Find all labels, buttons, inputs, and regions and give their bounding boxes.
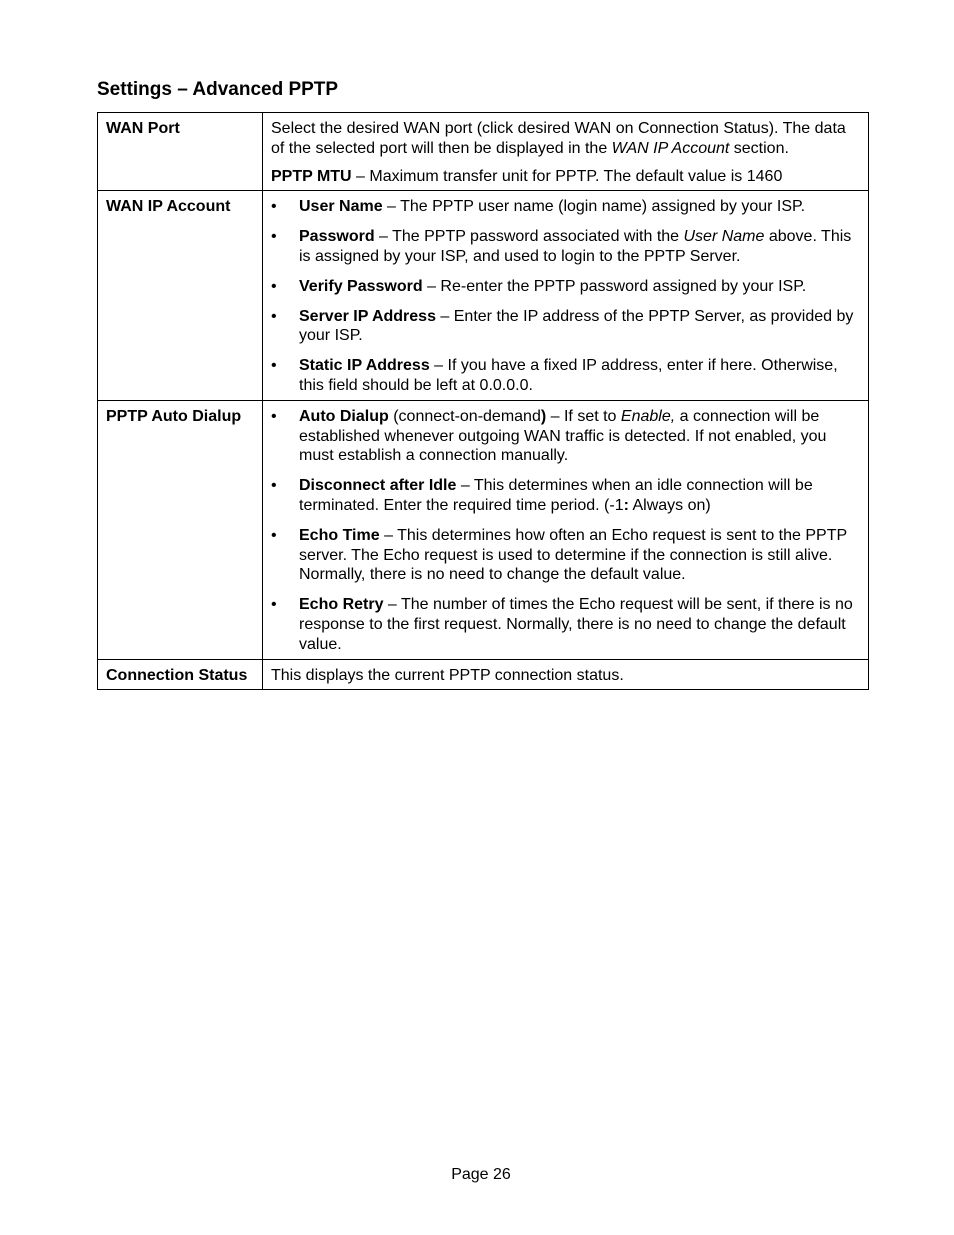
row-desc-connection-status: This displays the current PPTP connection status.: [263, 659, 869, 690]
text-run: (connect-on-demand: [388, 407, 541, 425]
bold-term: Echo Time: [299, 526, 380, 544]
list-item: [271, 526, 862, 585]
text-run: – Re-enter the PPTP password assigned by your ISP.: [422, 277, 807, 295]
list-item: [271, 277, 862, 297]
list-item: [271, 595, 862, 654]
page-number: Page 26: [451, 1166, 511, 1183]
list-item: [271, 476, 862, 516]
table-row: [98, 400, 869, 659]
text-run: – Maximum transfer unit for PPTP. The default value is 1460: [351, 167, 783, 185]
row-desc-pptp-auto-dialup: [263, 400, 869, 659]
bold-term: Auto Dialup: [299, 407, 389, 425]
text-run: – If set to: [546, 407, 621, 425]
bold-term: :: [623, 496, 629, 514]
text-run: above. This is assigned by your ISP, and used to login to the PPTP Server.: [299, 228, 852, 265]
row-desc-wan-ip-account: [263, 191, 869, 400]
list-item: [271, 407, 862, 466]
bullet-icon: •: [271, 277, 277, 295]
table-row: [98, 113, 869, 191]
bullet-icon: •: [271, 477, 277, 495]
list-item: [271, 227, 862, 267]
table-row: [98, 191, 869, 400]
bold-term: User Name: [299, 198, 383, 216]
bullet-list: [271, 197, 862, 395]
bullet-icon: •: [271, 198, 277, 216]
bullet-icon: •: [271, 307, 277, 325]
text-run: – Enter the IP address of the PPTP Server, as provided by your ISP.: [299, 307, 854, 345]
text-run: – The PPTP password associated with the: [374, 228, 684, 246]
bold-term: Disconnect after Idle: [299, 477, 457, 495]
wan-port-paragraph: [271, 119, 862, 159]
settings-table: [97, 112, 869, 690]
italic-term: WAN IP Account: [611, 139, 730, 157]
row-label-wan-ip-account: WAN IP Account: [98, 191, 263, 400]
bold-term: Password: [299, 228, 375, 246]
row-label-connection-status: Connection Status: [98, 659, 263, 690]
table-row: [98, 659, 869, 690]
bold-term: ): [540, 407, 547, 425]
text-run: Always on): [628, 496, 711, 514]
bullet-icon: •: [271, 407, 277, 425]
list-item: [271, 307, 862, 347]
bullet-icon: •: [271, 526, 277, 544]
italic-term: Enable,: [620, 407, 676, 425]
list-item: [271, 197, 862, 217]
list-item: [271, 356, 862, 396]
text-run: – If you have a fixed IP address, enter if here. Otherwise, this field should be left at 0.0.0.0.: [299, 357, 838, 394]
bold-term: Static IP Address: [299, 357, 430, 375]
bold-term: Verify Password: [299, 277, 423, 295]
bold-term: PPTP MTU: [271, 167, 352, 185]
bullet-icon: •: [271, 228, 277, 246]
text-run: – The PPTP user name (login name) assigned by your ISP.: [382, 198, 806, 216]
italic-term: User Name: [683, 228, 765, 246]
text-run: – The number of times the Echo request will be sent, if there is no response to the first request. Normally, there is no need to change the default value.: [299, 596, 853, 653]
bullet-icon: •: [271, 596, 277, 614]
text-run: Select the desired WAN port (click desired WAN on Connection Status). The data of the selected port will then be displayed in the: [271, 120, 846, 157]
text-run: – This determines when an idle connection will be terminated. Enter the required time period. (-1: [299, 477, 813, 514]
bullet-list: [271, 407, 862, 655]
bold-term: Server IP Address: [299, 307, 436, 325]
row-label-pptp-auto-dialup: PPTP Auto Dialup: [98, 400, 263, 659]
text-run: – This determines how often an Echo request is sent to the PPTP server. The Echo request is used to determine if the connection is still alive. Normally, there is no need to change the default value.: [299, 526, 847, 584]
bold-term: Echo Retry: [299, 596, 384, 614]
bullet-icon: •: [271, 357, 277, 375]
row-desc-wan-port: [263, 113, 869, 191]
row-label-wan-port: WAN Port: [98, 113, 263, 191]
text-run: section.: [729, 139, 789, 157]
text-run: a connection will be established whenever outgoing WAN traffic is detected. If not enabled, you must establish a connection manually.: [299, 407, 827, 465]
section-heading: Settings – Advanced PPTP: [97, 79, 339, 100]
pptp-mtu-paragraph: [271, 167, 862, 187]
